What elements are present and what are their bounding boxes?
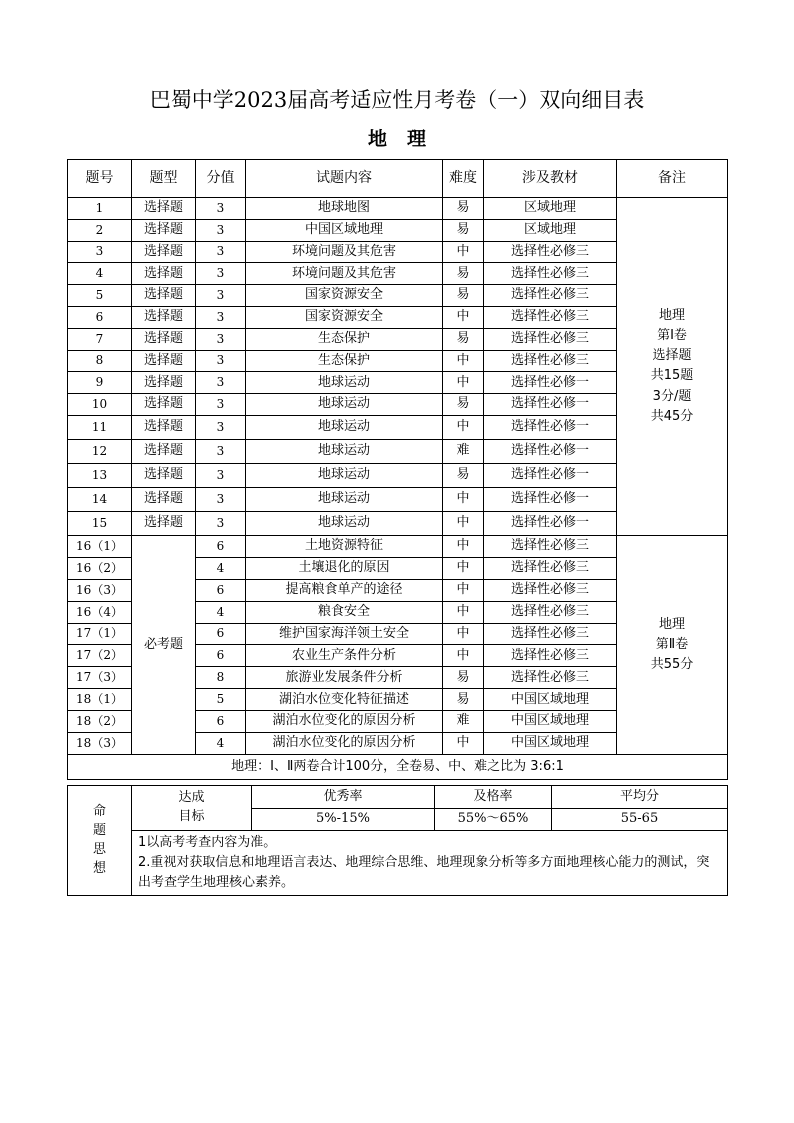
question-difficulty: 中 — [443, 487, 484, 511]
question-type: 选择题 — [132, 285, 196, 307]
question-content: 旅游业发展条件分析 — [246, 667, 443, 689]
question-score: 5 — [196, 689, 246, 711]
question-textbook: 选择性必修三 — [484, 645, 617, 667]
question-difficulty: 中 — [443, 241, 484, 263]
question-textbook: 中国区域地理 — [484, 689, 617, 711]
question-type: 选择题 — [132, 263, 196, 285]
question-no: 18（1） — [68, 689, 132, 711]
question-content: 地球运动 — [246, 372, 443, 394]
question-textbook: 选择性必修一 — [484, 439, 617, 463]
header-row — [68, 160, 728, 198]
question-no: 17（3） — [68, 667, 132, 689]
question-textbook: 选择性必修一 — [484, 463, 617, 487]
question-no: 13 — [68, 463, 132, 487]
question-textbook: 选择性必修三 — [484, 306, 617, 328]
question-score: 3 — [196, 372, 246, 394]
excellent-rate-label: 优秀率 — [252, 786, 435, 809]
design-intent-label: 命 题 思 想 — [68, 786, 132, 896]
header-question-type: 题型 — [132, 160, 196, 198]
question-content: 农业生产条件分析 — [246, 645, 443, 667]
question-textbook: 中国区域地理 — [484, 711, 617, 733]
question-score: 3 — [196, 463, 246, 487]
question-no: 14 — [68, 487, 132, 511]
question-textbook: 选择性必修三 — [484, 623, 617, 645]
question-difficulty: 易 — [443, 219, 484, 241]
pass-rate-value: 55%～65% — [435, 809, 552, 831]
part2-remark: 地理 第Ⅱ卷 共55分 — [617, 535, 728, 754]
question-textbook: 选择性必修三 — [484, 241, 617, 263]
question-textbook: 选择性必修一 — [484, 487, 617, 511]
question-difficulty: 中 — [443, 306, 484, 328]
question-score: 4 — [196, 601, 246, 623]
question-difficulty: 中 — [443, 645, 484, 667]
question-difficulty: 中 — [443, 557, 484, 579]
question-type: 选择题 — [132, 372, 196, 394]
question-content: 生态保护 — [246, 350, 443, 372]
question-content: 地球运动 — [246, 487, 443, 511]
question-content: 地球运动 — [246, 415, 443, 439]
question-score: 3 — [196, 487, 246, 511]
header-content: 试题内容 — [246, 160, 443, 198]
question-content: 地球运动 — [246, 394, 443, 416]
question-textbook: 选择性必修一 — [484, 372, 617, 394]
question-score: 8 — [196, 667, 246, 689]
question-no: 8 — [68, 350, 132, 372]
question-content: 地球运动 — [246, 463, 443, 487]
design-intent-table — [67, 785, 728, 896]
part2-question-type: 必考题 — [132, 535, 196, 754]
question-difficulty: 中 — [443, 511, 484, 535]
question-textbook: 选择性必修三 — [484, 350, 617, 372]
question-textbook: 选择性必修一 — [484, 511, 617, 535]
question-textbook: 选择性必修一 — [484, 394, 617, 416]
question-difficulty: 难 — [443, 439, 484, 463]
question-type: 选择题 — [132, 328, 196, 350]
question-no: 16（4） — [68, 601, 132, 623]
question-content: 环境问题及其危害 — [246, 263, 443, 285]
question-score: 3 — [196, 263, 246, 285]
question-no: 17（1） — [68, 623, 132, 645]
question-difficulty: 易 — [443, 263, 484, 285]
question-content: 环境问题及其危害 — [246, 241, 443, 263]
question-score: 3 — [196, 219, 246, 241]
question-content: 地球运动 — [246, 439, 443, 463]
question-content: 土壤退化的原因 — [246, 557, 443, 579]
question-textbook: 选择性必修三 — [484, 601, 617, 623]
question-no: 18（3） — [68, 732, 132, 754]
question-score: 3 — [196, 394, 246, 416]
question-content: 维护国家海洋领土安全 — [246, 623, 443, 645]
question-textbook: 选择性必修三 — [484, 579, 617, 601]
question-score: 6 — [196, 579, 246, 601]
question-score: 3 — [196, 198, 246, 220]
question-score: 3 — [196, 415, 246, 439]
question-difficulty: 易 — [443, 667, 484, 689]
question-difficulty: 中 — [443, 535, 484, 557]
question-type: 选择题 — [132, 394, 196, 416]
header-question-no: 题号 — [68, 160, 132, 198]
question-content: 提高粮食单产的途径 — [246, 579, 443, 601]
average-score-label: 平均分 — [552, 786, 728, 809]
question-difficulty: 易 — [443, 198, 484, 220]
question-score: 3 — [196, 241, 246, 263]
question-type: 选择题 — [132, 198, 196, 220]
question-difficulty: 中 — [443, 623, 484, 645]
question-score: 6 — [196, 711, 246, 733]
header-difficulty: 难度 — [443, 160, 484, 198]
question-score: 3 — [196, 306, 246, 328]
question-difficulty: 易 — [443, 394, 484, 416]
question-difficulty: 难 — [443, 711, 484, 733]
question-difficulty: 中 — [443, 350, 484, 372]
question-difficulty: 易 — [443, 285, 484, 307]
question-textbook: 区域地理 — [484, 198, 617, 220]
question-type: 选择题 — [132, 306, 196, 328]
question-textbook: 选择性必修三 — [484, 535, 617, 557]
question-textbook: 选择性必修三 — [484, 557, 617, 579]
question-textbook: 选择性必修三 — [484, 328, 617, 350]
question-score: 3 — [196, 511, 246, 535]
question-no: 7 — [68, 328, 132, 350]
question-textbook: 选择性必修一 — [484, 415, 617, 439]
document-title: 巴蜀中学2023届高考适应性月考卷（一）双向细目表 — [149, 88, 645, 112]
metric-label-row — [68, 786, 728, 809]
question-score: 4 — [196, 557, 246, 579]
question-score: 3 — [196, 285, 246, 307]
question-content: 国家资源安全 — [246, 285, 443, 307]
table-row — [68, 535, 728, 557]
average-score-value: 55-65 — [552, 809, 728, 831]
question-difficulty: 中 — [443, 601, 484, 623]
header-remark: 备注 — [617, 160, 728, 198]
question-textbook: 区域地理 — [484, 219, 617, 241]
question-no: 2 — [68, 219, 132, 241]
question-textbook: 中国区域地理 — [484, 732, 617, 754]
question-content: 湖泊水位变化特征描述 — [246, 689, 443, 711]
question-no: 18（2） — [68, 711, 132, 733]
question-score: 6 — [196, 623, 246, 645]
question-textbook: 选择性必修三 — [484, 285, 617, 307]
note-item: 2.重视对获取信息和地理语言表达、地理综合思维、地理现象分析等多方面地理核心能力的测试，突出考查学生地理核心素养。 — [138, 855, 710, 891]
question-no: 9 — [68, 372, 132, 394]
question-textbook: 选择性必修三 — [484, 667, 617, 689]
question-content: 国家资源安全 — [246, 306, 443, 328]
question-no: 11 — [68, 415, 132, 439]
question-type: 选择题 — [132, 219, 196, 241]
notes-row — [68, 831, 728, 896]
question-type: 选择题 — [132, 350, 196, 372]
question-score: 3 — [196, 328, 246, 350]
question-textbook: 选择性必修三 — [484, 263, 617, 285]
question-difficulty: 易 — [443, 463, 484, 487]
question-no: 12 — [68, 439, 132, 463]
specification-table — [67, 159, 728, 780]
pass-rate-label: 及格率 — [435, 786, 552, 809]
question-type: 选择题 — [132, 487, 196, 511]
subject-title: 地理 — [367, 128, 446, 150]
question-type: 选择题 — [132, 241, 196, 263]
question-content: 湖泊水位变化的原因分析 — [246, 711, 443, 733]
question-score: 6 — [196, 645, 246, 667]
target-label: 达成 目标 — [132, 786, 252, 831]
question-no: 4 — [68, 263, 132, 285]
question-content: 湖泊水位变化的原因分析 — [246, 732, 443, 754]
question-no: 16（3） — [68, 579, 132, 601]
question-type: 选择题 — [132, 511, 196, 535]
question-content: 地球地图 — [246, 198, 443, 220]
question-difficulty: 中 — [443, 732, 484, 754]
question-no: 15 — [68, 511, 132, 535]
question-type: 选择题 — [132, 463, 196, 487]
header-textbook: 涉及教材 — [484, 160, 617, 198]
header-score: 分值 — [196, 160, 246, 198]
question-difficulty: 中 — [443, 372, 484, 394]
question-score: 4 — [196, 732, 246, 754]
question-difficulty: 易 — [443, 328, 484, 350]
question-score: 3 — [196, 439, 246, 463]
question-difficulty: 中 — [443, 579, 484, 601]
summary-row — [68, 754, 728, 779]
question-no: 6 — [68, 306, 132, 328]
design-notes — [132, 831, 728, 896]
question-difficulty: 易 — [443, 689, 484, 711]
question-type: 选择题 — [132, 439, 196, 463]
question-content: 生态保护 — [246, 328, 443, 350]
summary-text: 地理：Ⅰ、Ⅱ两卷合计100分，全卷易、中、难之比为 3:6:1 — [68, 754, 728, 779]
question-no: 17（2） — [68, 645, 132, 667]
question-no: 10 — [68, 394, 132, 416]
question-content: 土地资源特征 — [246, 535, 443, 557]
part1-remark: 地理 第Ⅰ卷 选择题 共15题 3分/题 共45分 — [617, 198, 728, 536]
question-difficulty: 中 — [443, 415, 484, 439]
note-item: 1以高考考查内容为准。 — [138, 835, 277, 850]
question-score: 3 — [196, 350, 246, 372]
question-no: 16（1） — [68, 535, 132, 557]
question-content: 地球运动 — [246, 511, 443, 535]
question-no: 16（2） — [68, 557, 132, 579]
question-no: 1 — [68, 198, 132, 220]
question-content: 中国区域地理 — [246, 219, 443, 241]
question-score: 6 — [196, 535, 246, 557]
table-row — [68, 198, 728, 220]
question-content: 粮食安全 — [246, 601, 443, 623]
excellent-rate-value: 5%-15% — [252, 809, 435, 831]
question-type: 选择题 — [132, 415, 196, 439]
question-no: 5 — [68, 285, 132, 307]
question-no: 3 — [68, 241, 132, 263]
